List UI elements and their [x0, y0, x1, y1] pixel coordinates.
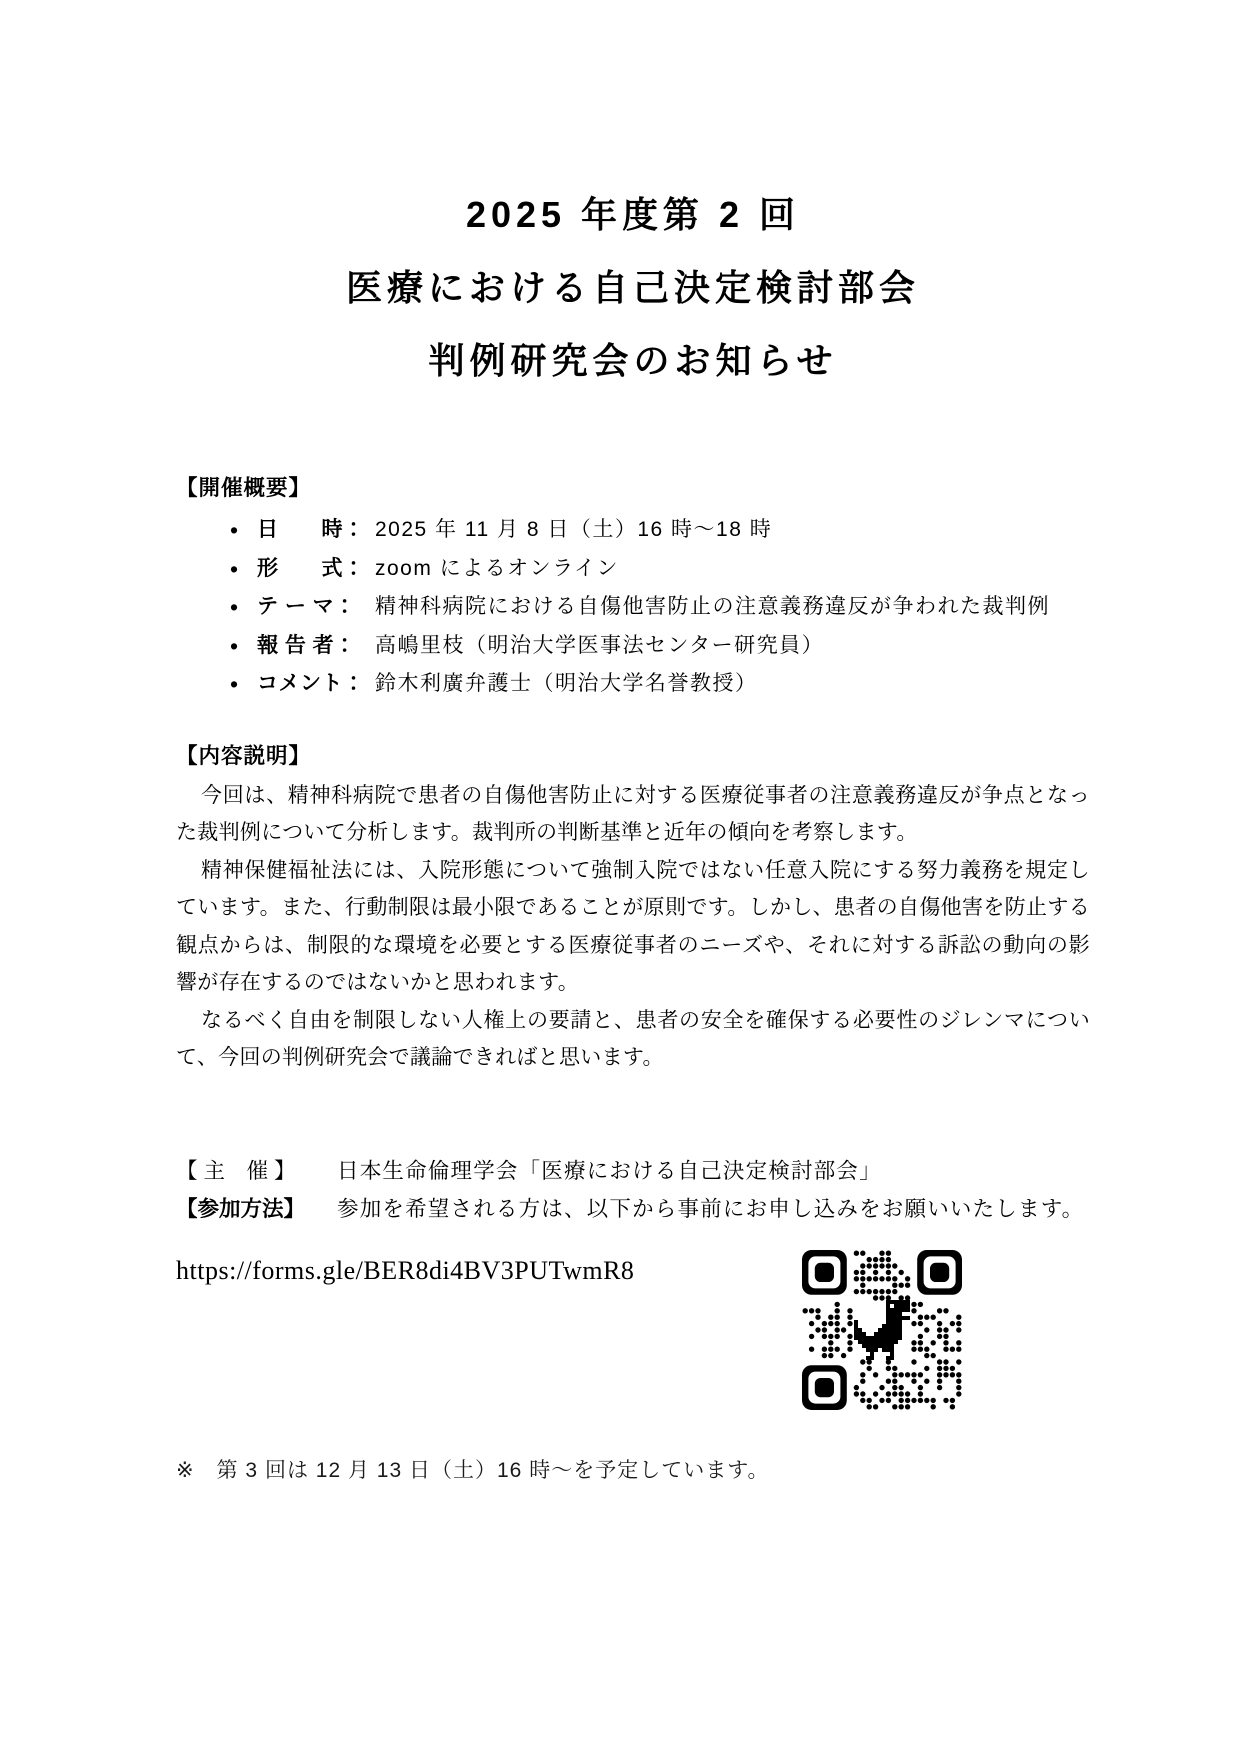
- footnote: ※ 第 3 回は 12 月 13 日（土）16 時～を予定しています。: [176, 1458, 770, 1482]
- item-label: テ ー マ：: [257, 595, 356, 618]
- description-body: [176, 777, 1090, 1077]
- organizer-row: [176, 1152, 1090, 1190]
- application-url-link[interactable]: https://forms.gle/BER8di4BV3PUTwmR8: [176, 1255, 635, 1285]
- page-title: [176, 178, 1090, 397]
- item-value: 精神科病院における自傷他害防止の注意義務違反が争われた裁判例: [375, 595, 1050, 618]
- organizer-label: 【 主 催 】: [176, 1158, 296, 1183]
- item-value: 2025 年 11 月 8 日（土）16 時～18 時: [375, 518, 773, 541]
- description-paragraph-3: なるべく自由を制限しない人権上の要請と、患者の安全を確保する必要性のジレンマについて、今回の判例研究会で議論できればと思います。: [176, 1008, 1090, 1069]
- qr-code-image: [802, 1250, 962, 1410]
- organizer-value: 日本生命倫理学会「医療における自己決定検討部会」: [337, 1158, 882, 1183]
- item-label: コメント：: [257, 672, 365, 695]
- item-label: 日 時：: [257, 518, 365, 541]
- page-title-line-1: 2025 年度第 2 回: [465, 194, 801, 235]
- overview-heading: 【開催概要】: [176, 476, 312, 500]
- application-row: [176, 1250, 1090, 1410]
- overview-item-commentator: [176, 665, 1090, 704]
- participation-label: 【参加方法】: [176, 1196, 306, 1221]
- item-label: 報 告 者：: [257, 633, 356, 657]
- description-paragraph-2: 精神保健福祉法には、入院形態について強制入院ではない任意入院にする努力義務を規定しています。また、行動制限は最小限であることが原則です。しかし、患者の自傷他害を防止する観点からは、制限的な環境を必要とする医療従事者のニーズや、それに対する訴訟の動向の影響が存在するのではないかと思われます。: [176, 858, 1090, 994]
- overview-list: [176, 511, 1090, 704]
- overview-item-presenter: [176, 627, 1090, 666]
- bullet-icon: •: [230, 671, 239, 697]
- item-value: 鈴木利廣弁護士（明治大学名誉教授）: [375, 672, 758, 695]
- bullet-icon: •: [230, 632, 239, 659]
- overview-item-theme: [176, 588, 1090, 627]
- bullet-icon: •: [230, 517, 239, 543]
- bullet-icon: •: [230, 555, 239, 582]
- participation-row: [176, 1190, 1090, 1228]
- page-title-line-2: 医療における自己決定検討部会: [345, 267, 920, 308]
- description-paragraph-1: 今回は、精神科病院で患者の自傷他害防止に対する医療従事者の注意義務違反が争点となった裁判例について分析します。裁判所の判断基準と近年の傾向を考察します。: [176, 783, 1090, 844]
- item-label: 形 式：: [257, 556, 365, 580]
- overview-item-format: [176, 550, 1090, 589]
- overview-item-datetime: [176, 511, 1090, 550]
- page-title-line-3: 判例研究会のお知らせ: [428, 340, 838, 381]
- participation-value: 参加を希望される方は、以下から事前にお申し込みをお願いいたします。: [337, 1196, 1085, 1221]
- qr-code: [802, 1250, 962, 1410]
- description-heading: 【内容説明】: [176, 743, 312, 768]
- item-value: 高嶋里枝（明治大学医事法センター研究員）: [375, 633, 825, 657]
- item-value: zoom によるオンライン: [375, 556, 620, 580]
- bullet-icon: •: [230, 594, 239, 620]
